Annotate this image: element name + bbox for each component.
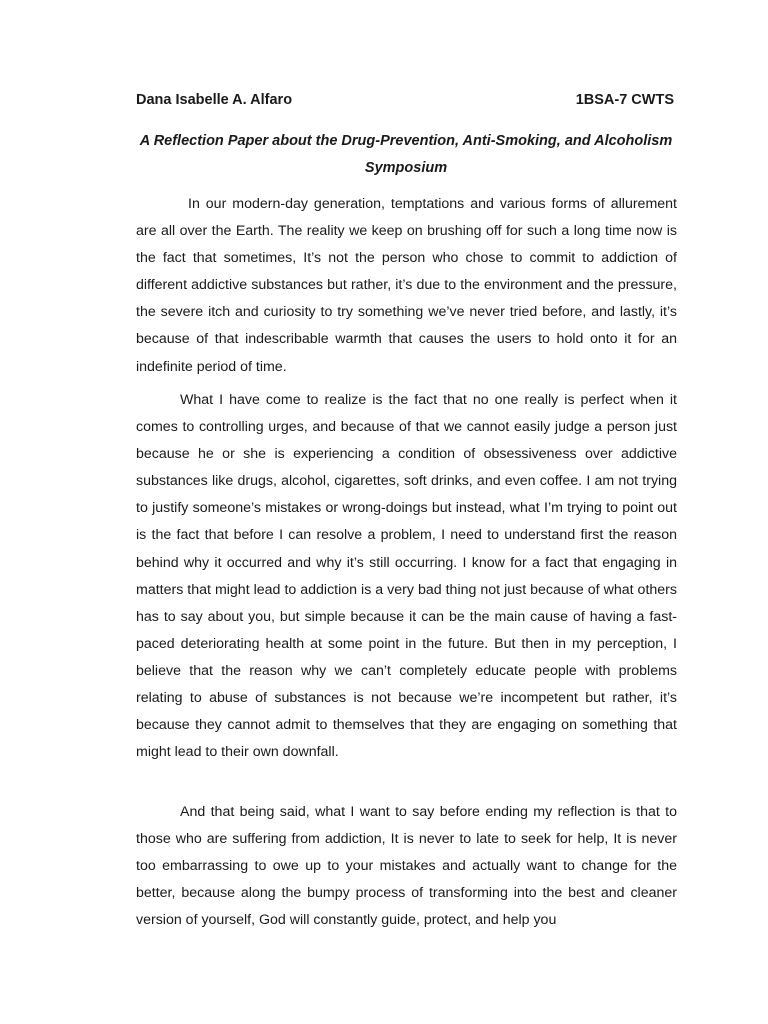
document-title: A Reflection Paper about the Drug-Prevention, Anti-Smoking, and Alcoholism Symposium xyxy=(139,133,673,176)
course-code: 1BSA-7 CWTS xyxy=(575,92,674,108)
paragraph-3: And that being said, what I want to say before ending my reflection is that to those who are suffering from addiction, It is never to late to seek for help, It is never too embarrassing to owe up to your mistakes and actually want to change for the better, because along the bumpy process of transforming into the best and cleaner version of yourself, God will constantly guide, protect, and help you xyxy=(136,804,677,929)
paragraph-1: In our modern-day generation, temptations and various forms of allurement are all over the Earth. The reality we keep on brushing off for such a long time now is the fact that sometimes, It’s not the person who chose to commit to addiction of different addictive substances but rather, it’s due to the environment and the pressure, the severe itch and curiosity to try something we’ve never tried before, and lastly, it’s because of that indescribable warmth that causes the users to hold onto it for an indefinite period of time. xyxy=(136,196,677,375)
document-header xyxy=(136,92,674,114)
paragraph-2: What I have come to realize is the fact that no one really is perfect when it comes to controlling urges, and because of that we cannot easily judge a person just because he or she is experiencing a condition of obsessiveness over addictive substances like drugs, alcohol, cigarettes, soft drinks, and even coffee. I am not trying to justify someone’s mistakes or wrong-doings but instead, what I’m trying to point out is the fact that before I can resolve a problem, I need to understand first the reason behind why it occurred and why it’s still occurring. I know for a fact that engaging in matters that might lead to addiction is a very bad thing not just because of what others has to say about you, but simple because it can be the main cause of having a fast-paced deteriorating health at some point in the future. But then in my perception, I believe that the reason why we can’t completely educate people with problems relating to abuse of substances is not because we’re incompetent but rather, it’s because they cannot admit to themselves that they are engaging on something that might lead to their own downfall. xyxy=(136,392,677,761)
author-name: Dana Isabelle A. Alfaro xyxy=(136,92,293,108)
